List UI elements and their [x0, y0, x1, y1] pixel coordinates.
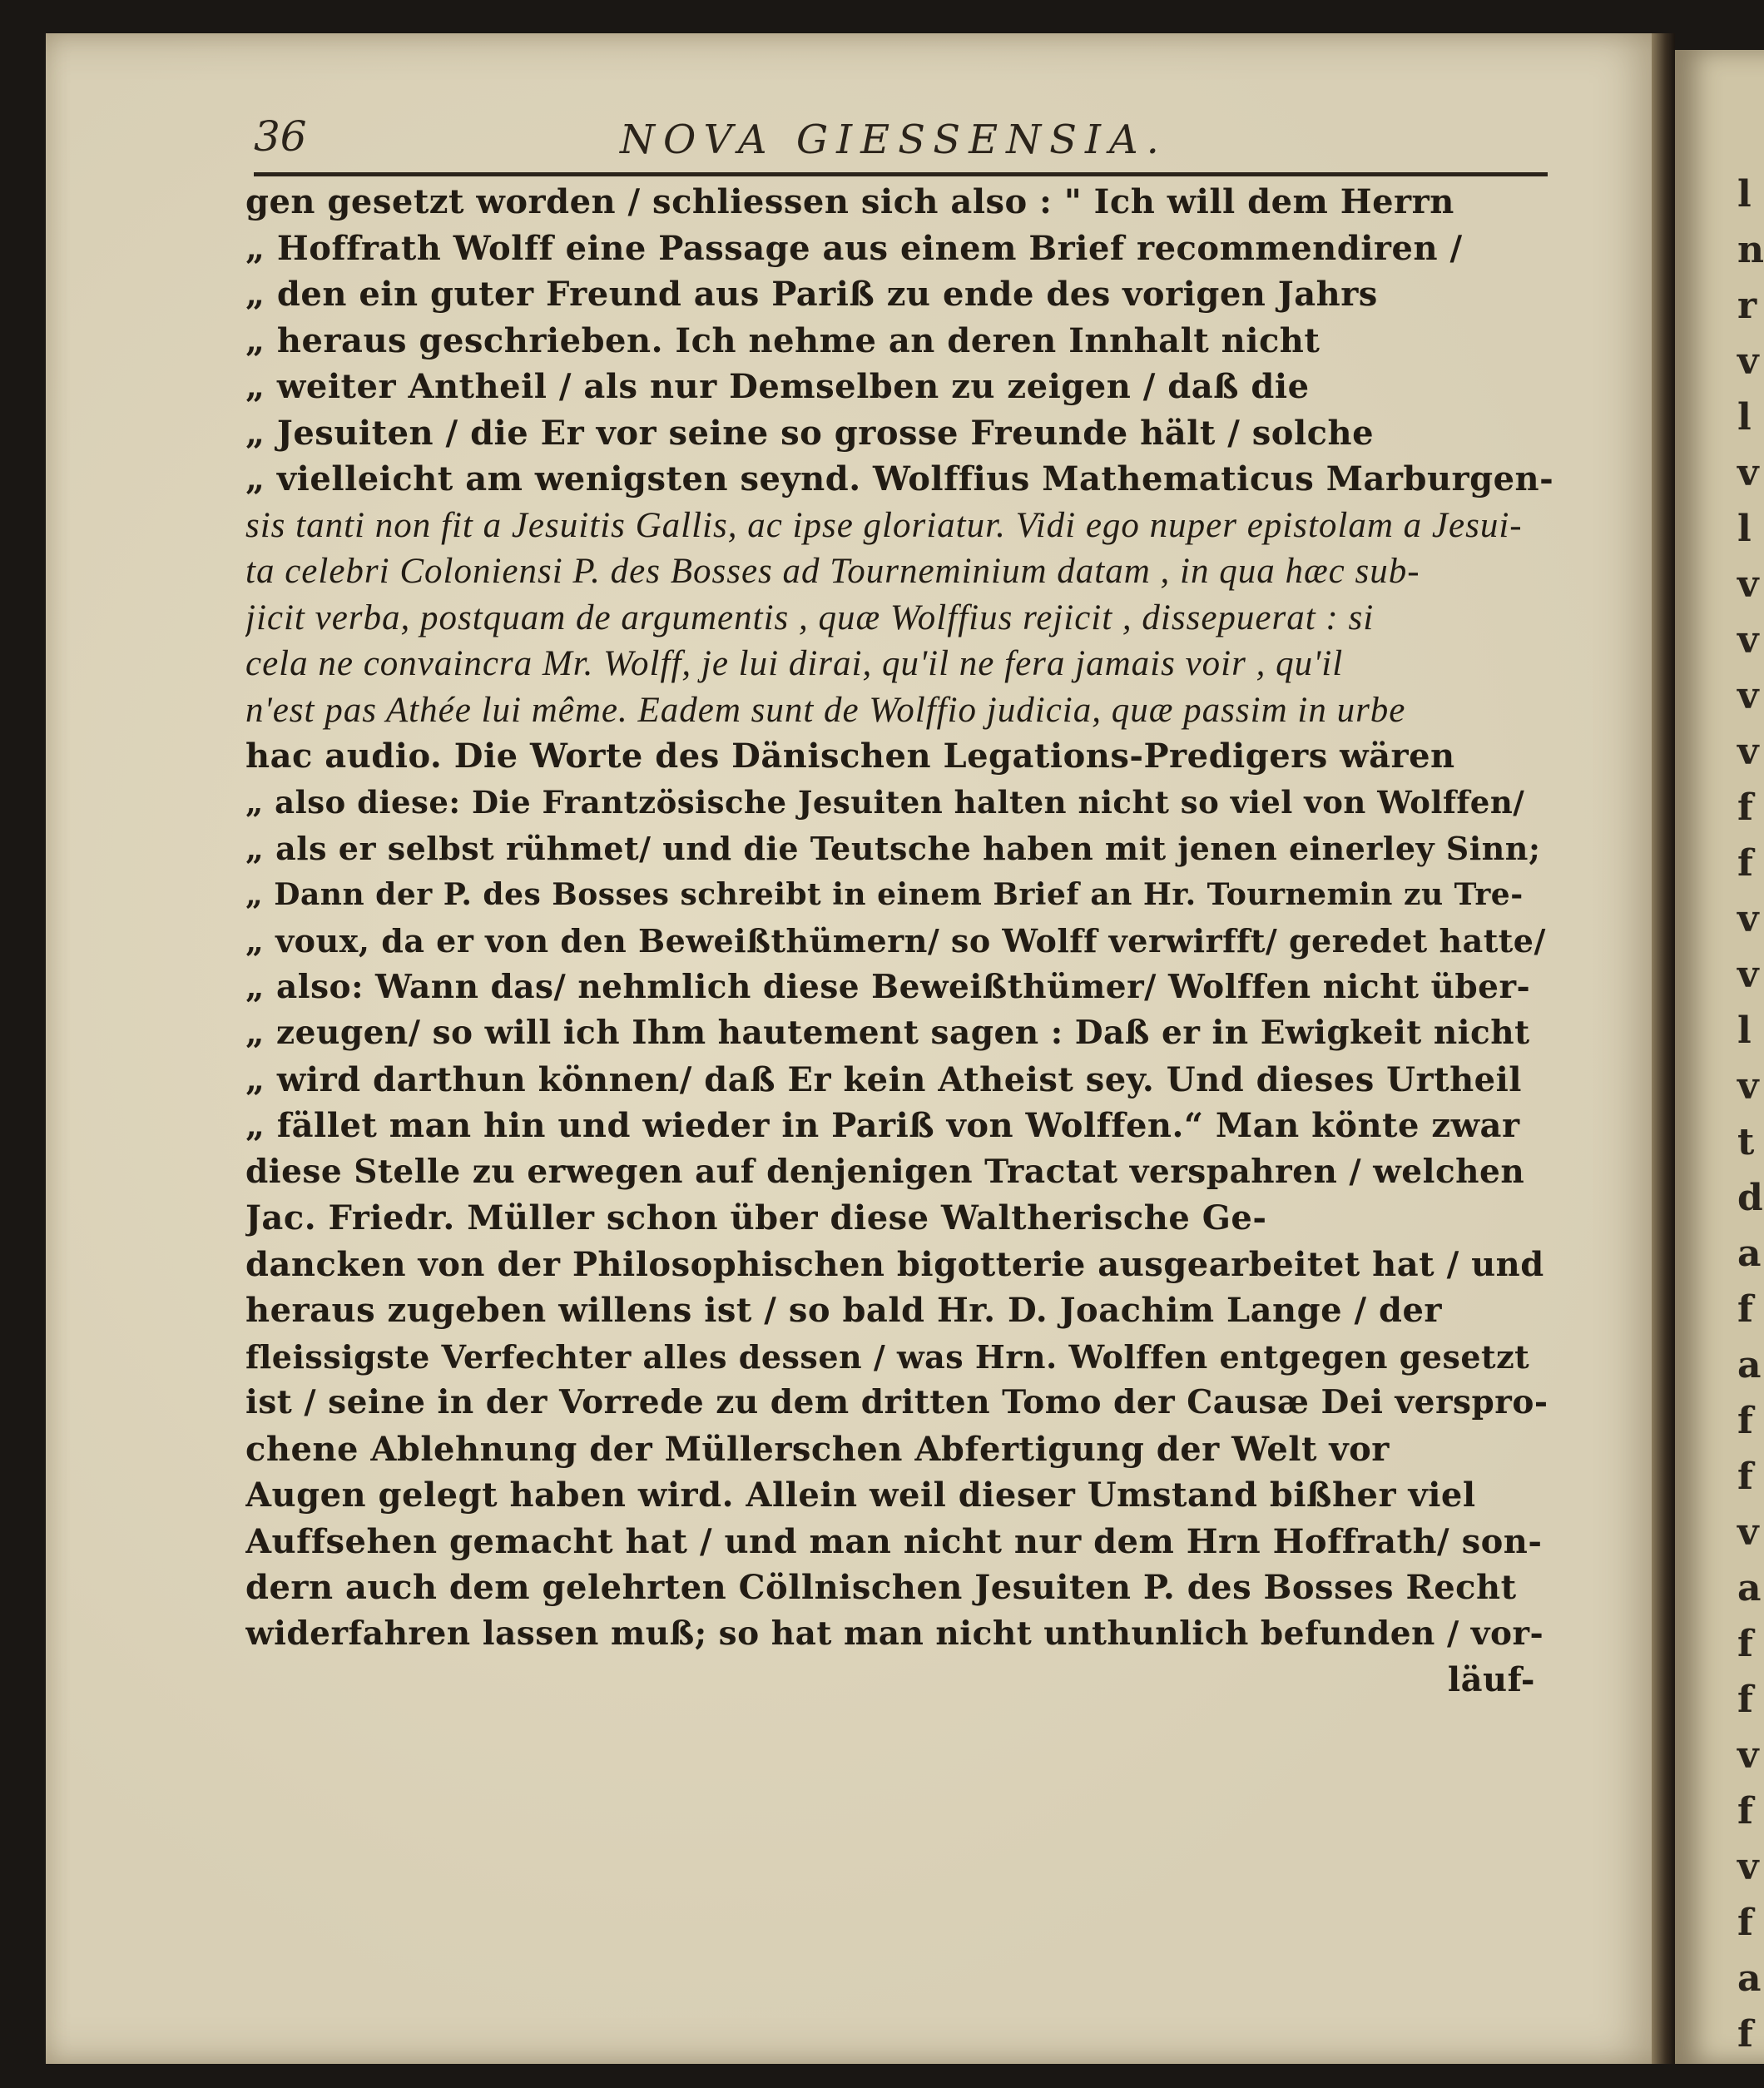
facing-page-letter: a [1737, 1957, 1762, 2000]
facing-page-margin-letters [1737, 166, 1762, 2062]
facing-page-letter: v [1737, 1846, 1759, 1888]
facing-page-letter: l [1737, 508, 1752, 550]
text-line: „ wird darthun können/ daß Er kein Atheist sey. Und dieses Urtheil [245, 1059, 1522, 1099]
text-line: Augen gelegt haben wird. Allein weil dieser Umstand bißher viel [245, 1475, 1476, 1515]
text-line: sis tanti non fit a Jesuitis Gallis, ac ipse gloriatur. Vidi ego nuper epistolam a Jesui- [245, 505, 1523, 545]
facing-page-letter: f [1737, 1456, 1753, 1498]
facing-page-letter: l [1737, 173, 1752, 216]
facing-page-letter: v [1737, 563, 1759, 606]
facing-page-letter: l [1737, 1009, 1752, 1052]
facing-page-letter: v [1737, 340, 1759, 383]
text-line: „ als er selbst rühmet/ und die Teutsche haben mit jenen einerley Sinn; [245, 830, 1541, 867]
text-line: „ weiter Antheil / als nur Demselben zu zeigen / daß die [245, 367, 1310, 406]
facing-page-letter: v [1737, 1065, 1759, 1108]
header-rule [254, 172, 1548, 176]
facing-page-letter: f [1737, 842, 1753, 885]
running-title: NOVA GIESSENSIA. [620, 117, 1167, 163]
facing-page-letter: f [1737, 1400, 1753, 1442]
text-line: heraus zugeben willens ist / so bald Hr. D. Joachim Lange / der [245, 1291, 1443, 1330]
text-line: diese Stelle zu erwegen auf denjenigen Tractat verspahren / welchen [245, 1152, 1525, 1191]
text-line: „ Dann der P. des Bosses schreibt in einem Brief an Hr. Tournemin zu Tre- [245, 876, 1524, 912]
text-line: „ voux, da er von den Beweißthümern/ so Wolff verwirfft/ geredet hatte/ [245, 922, 1546, 960]
facing-page-letter: v [1737, 898, 1759, 940]
text-line: „ Hoffrath Wolff eine Passage aus einem Brief recommendiren / [245, 228, 1463, 268]
text-line: dancken von der Philosophischen bigotterie ausgearbeitet hat / und [245, 1244, 1544, 1284]
text-line: ist / seine in der Vorrede zu dem dritten Tomo der Causæ Dei verspro- [245, 1383, 1548, 1421]
text-line: „ Jesuiten / die Er vor seine so grosse Freunde hält / solche [245, 413, 1375, 453]
body-text [245, 179, 1556, 1704]
text-line: Auffsehen gemacht hat / und man nicht nur dem Hrn Hoffrath/ son- [245, 1521, 1543, 1561]
text-line: Jac. Friedr. Müller schon über diese Waltherische Ge- [245, 1198, 1267, 1237]
facing-page-letter: v [1737, 1511, 1759, 1554]
facing-page-letter: f [1737, 1902, 1753, 1944]
text-line: fleissigste Verfechter alles dessen / was Hrn. Wolffen entgegen gesetzt [245, 1337, 1530, 1376]
facing-page-letter: f [1737, 786, 1753, 829]
text-line: widerfahren lassen muß; so hat man nicht unthunlich befunden / vor- [245, 1614, 1544, 1653]
facing-page-letter: v [1737, 675, 1759, 717]
text-line: cela ne convaincra Mr. Wolff, je lui dirai, qu'il ne fera jamais voir , qu'il [245, 644, 1344, 683]
facing-page-letter: n [1737, 229, 1764, 271]
facing-page-letter: a [1737, 1232, 1762, 1275]
text-line: „ den ein guter Freund aus Pariß zu ende des vorigen Jahrs [245, 275, 1378, 314]
catchword: läuf- [1447, 1660, 1535, 1699]
facing-page-letter: a [1737, 1344, 1762, 1386]
text-line: hac audio. Die Worte des Dänischen Legations-Predigers wären [245, 737, 1455, 776]
facing-page-letter: l [1737, 396, 1752, 439]
facing-page-letter: f [1737, 1790, 1753, 1833]
text-line: „ heraus geschrieben. Ich nehme an deren Innhalt nicht [245, 320, 1321, 360]
text-line: „ also diese: Die Frantzösische Jesuiten halten nicht so viel von Wolffen/ [245, 783, 1525, 821]
text-line: chene Ablehnung der Müllerschen Abfertigung der Welt vor [245, 1429, 1390, 1469]
facing-page-letter: f [1737, 2013, 1753, 2056]
facing-page-letter: f [1737, 1679, 1753, 1721]
text-line: ta celebri Coloniensi P. des Bosses ad Tourneminium datam , in qua hæc sub- [245, 552, 1420, 591]
text-line: „ also: Wann das/ nehmlich diese Beweißthümer/ Wolffen nicht über- [245, 967, 1531, 1006]
facing-page-letter: v [1737, 731, 1759, 773]
facing-page-letter: f [1737, 1288, 1753, 1331]
text-line: „ vielleicht am wenigsten seynd. Wolffius Mathematicus Marburgen- [245, 459, 1554, 498]
text-line: gen gesetzt worden / schliessen sich also : " Ich will dem Herrn [245, 182, 1454, 221]
text-line: jicit verba, postquam de argumentis , quæ Wolffius rejicit , dissерuerat : si [245, 598, 1375, 637]
facing-page-letter: v [1737, 1734, 1759, 1777]
facing-page-letter: t [1737, 1121, 1755, 1163]
facing-page-letter: d [1737, 1177, 1763, 1219]
page-header [254, 112, 1539, 171]
facing-page-letter: v [1737, 619, 1759, 662]
facing-page-letter: v [1737, 452, 1759, 494]
text-line: „ fället man hin und wieder in Pariß von Wolffen.“ Man könte zwar [245, 1106, 1520, 1145]
text-line: „ zeugen/ so will ich Ihm hautement sagen : Daß er in Ewigkeit nicht [245, 1014, 1530, 1052]
facing-page-letter: a [1737, 1567, 1762, 1609]
book-gutter [1652, 33, 1675, 2064]
facing-page-letter: v [1737, 954, 1759, 996]
text-line: n'est pas Athée lui même. Eadem sunt de Wolffio judicia, quæ passim in urbe [245, 690, 1406, 730]
facing-page-letter: f [1737, 1623, 1753, 1665]
facing-page-letter: r [1737, 285, 1757, 327]
text-line: dern auch dem gelehrten Cöllnischen Jesuiten P. des Bosses Recht [245, 1568, 1517, 1607]
page-number: 36 [254, 112, 307, 161]
